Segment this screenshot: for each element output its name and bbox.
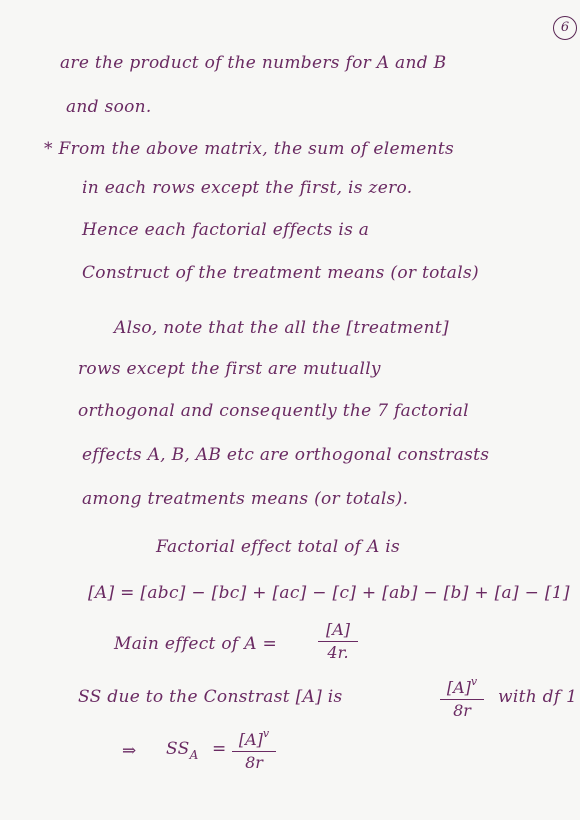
ss-numerator-text: [A] [446, 678, 471, 697]
ss-line-suffix: with df 1 [498, 687, 578, 707]
ssa-denominator: 8r [245, 753, 263, 772]
page-number: 6 [553, 16, 577, 40]
ssa-equals: = [212, 739, 227, 759]
ssa-label-text: SS [166, 739, 190, 759]
ss-denominator: 8r [453, 701, 471, 720]
text-line-8: rows except the first are mutually [78, 359, 381, 379]
text-line-10: effects A, B, AB etc are orthogonal constrasts [82, 445, 490, 465]
formula-factorial-total: [A] = [abc] − [bc] + [ac] − [c] + [ab] − [b] + [a] − [1] [88, 583, 570, 603]
ss-line-prefix: SS due to the Constrast [A] is [78, 687, 343, 707]
text-line-3: * From the above matrix, the sum of elements [44, 139, 455, 159]
main-effect-label: Main effect of A = [114, 634, 278, 654]
ssa-numerator-text: [A] [238, 730, 263, 749]
ss-power: v [470, 675, 478, 688]
text-line-6: Construct of the treatment means (or totals) [82, 263, 479, 283]
text-line-4: in each rows except the first, is zero. [82, 178, 413, 198]
ssa-power: v [262, 727, 270, 740]
ss-fraction [440, 672, 484, 721]
main-effect-denominator: 4r. [327, 643, 349, 662]
text-line-2: and soon. [66, 97, 152, 117]
text-line-5: Hence each factorial effects is a [82, 220, 370, 240]
implies-arrow: ⇒ [122, 741, 137, 761]
text-line-7: Also, note that the all the [treatment] [114, 318, 449, 338]
ss-numerator [440, 672, 484, 698]
ssa-label [166, 738, 199, 766]
text-line-9: orthogonal and consequently the 7 factorial [78, 401, 469, 421]
ssa-numerator [232, 724, 276, 750]
fraction-bar [318, 641, 358, 642]
ssa-fraction [232, 724, 276, 773]
text-line-1: are the product of the numbers for A and B [60, 53, 447, 73]
text-line-12: Factorial effect total of A is [156, 537, 401, 557]
text-line-11: among treatments means (or totals). [82, 489, 409, 509]
fraction-bar [440, 699, 484, 700]
main-effect-fraction [318, 620, 358, 663]
main-effect-numerator: [A] [325, 620, 351, 639]
fraction-bar [232, 751, 276, 752]
ssa-subscript: A [189, 748, 199, 762]
